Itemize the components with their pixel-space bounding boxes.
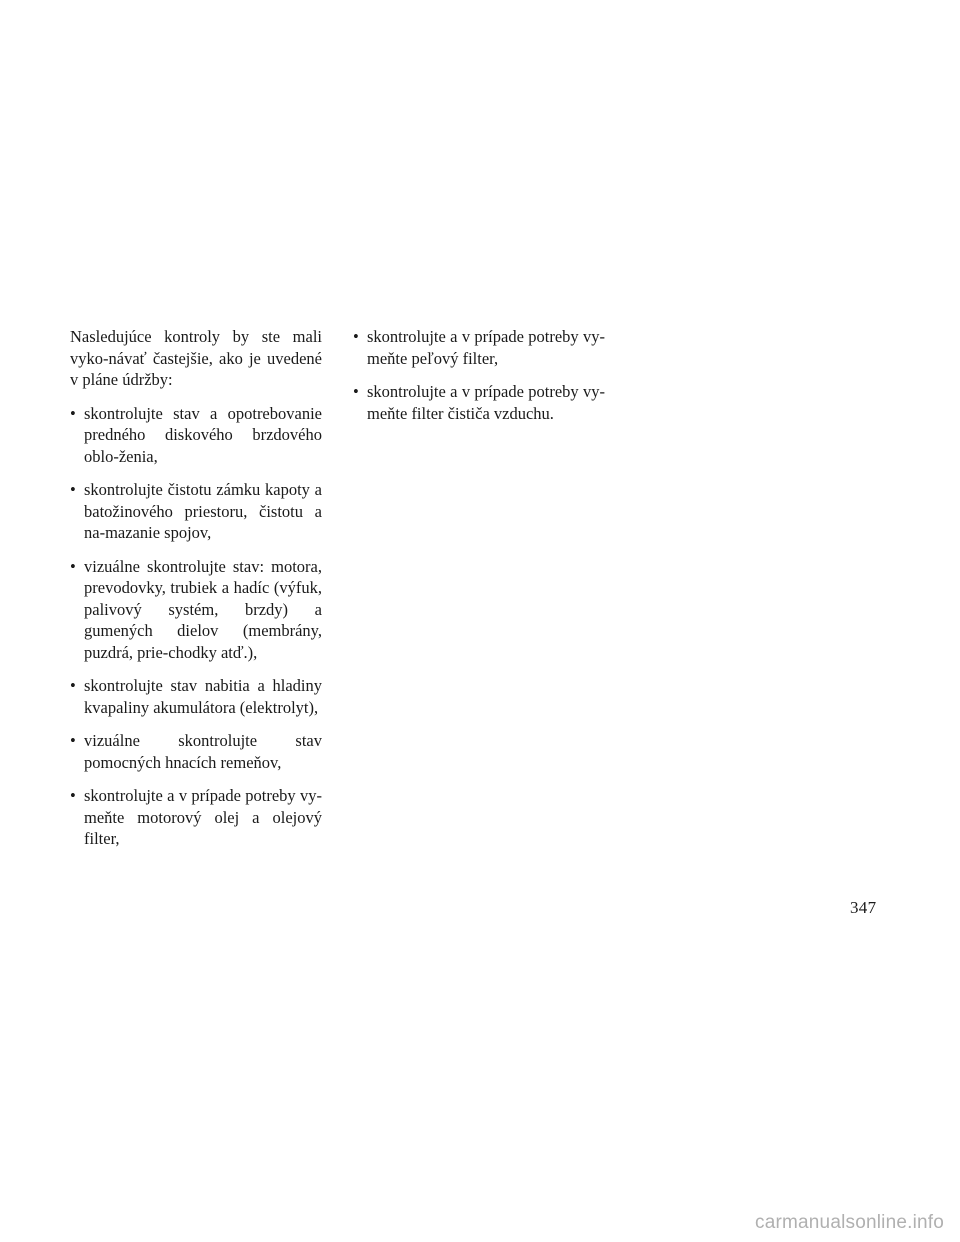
list-item-text: vizuálne skontrolujte stav: motora, prevodovky, trubiek a hadíc (výfuk, palivový systém, brzdy) a gumených dielov (membrány, puzdrá, prie-chodky atď.), bbox=[84, 556, 322, 662]
list-item-text: skontrolujte a v prípade potreby vy-meňte filter čističa vzduchu. bbox=[367, 382, 605, 423]
intro-paragraph: Nasledujúce kontroly by ste mali vyko-návať častejšie, ako je uvedené v pláne údržby: bbox=[70, 327, 322, 389]
bullet-icon: • bbox=[70, 556, 76, 576]
list-item bbox=[70, 730, 322, 773]
bullet-icon: • bbox=[70, 786, 76, 805]
right-column bbox=[353, 326, 605, 436]
left-column bbox=[70, 326, 322, 862]
list-item bbox=[70, 556, 322, 664]
site-watermark[interactable]: carmanualsonline.info bbox=[755, 1212, 945, 1233]
list-item-text: skontrolujte a v prípade potreby vy-meňte peľový filter, bbox=[367, 327, 605, 368]
list-item-text: skontrolujte a v prípade potreby vy-meňte motorový olej a olejový filter, bbox=[84, 786, 322, 848]
bullet-icon: • bbox=[70, 403, 76, 423]
page-number: 347 bbox=[850, 898, 877, 917]
list-item-text: skontrolujte stav a opotrebovanie predného diskového brzdového oblo-ženia, bbox=[84, 403, 322, 466]
list-item bbox=[353, 381, 605, 424]
list-item bbox=[70, 785, 322, 850]
bullet-icon: • bbox=[70, 676, 76, 695]
right-bullet-list bbox=[353, 326, 605, 424]
bullet-icon: • bbox=[70, 480, 76, 499]
list-item-text: skontrolujte stav nabitia a hladiny kvapaliny akumulátora (elektrolyt), bbox=[84, 676, 322, 717]
list-item-text: vizuálne skontrolujte stav pomocných hnacích remeňov, bbox=[84, 731, 322, 772]
left-bullet-list bbox=[70, 403, 322, 850]
list-item bbox=[353, 326, 605, 369]
bullet-icon: • bbox=[353, 327, 359, 346]
bullet-icon: • bbox=[353, 382, 359, 401]
bullet-icon: • bbox=[70, 731, 76, 750]
list-item bbox=[70, 479, 322, 544]
list-item-text: skontrolujte čistotu zámku kapoty a batožinového priestoru, čistotu a na-mazanie spojov, bbox=[84, 480, 322, 542]
list-item bbox=[70, 403, 322, 468]
list-item bbox=[70, 675, 322, 718]
